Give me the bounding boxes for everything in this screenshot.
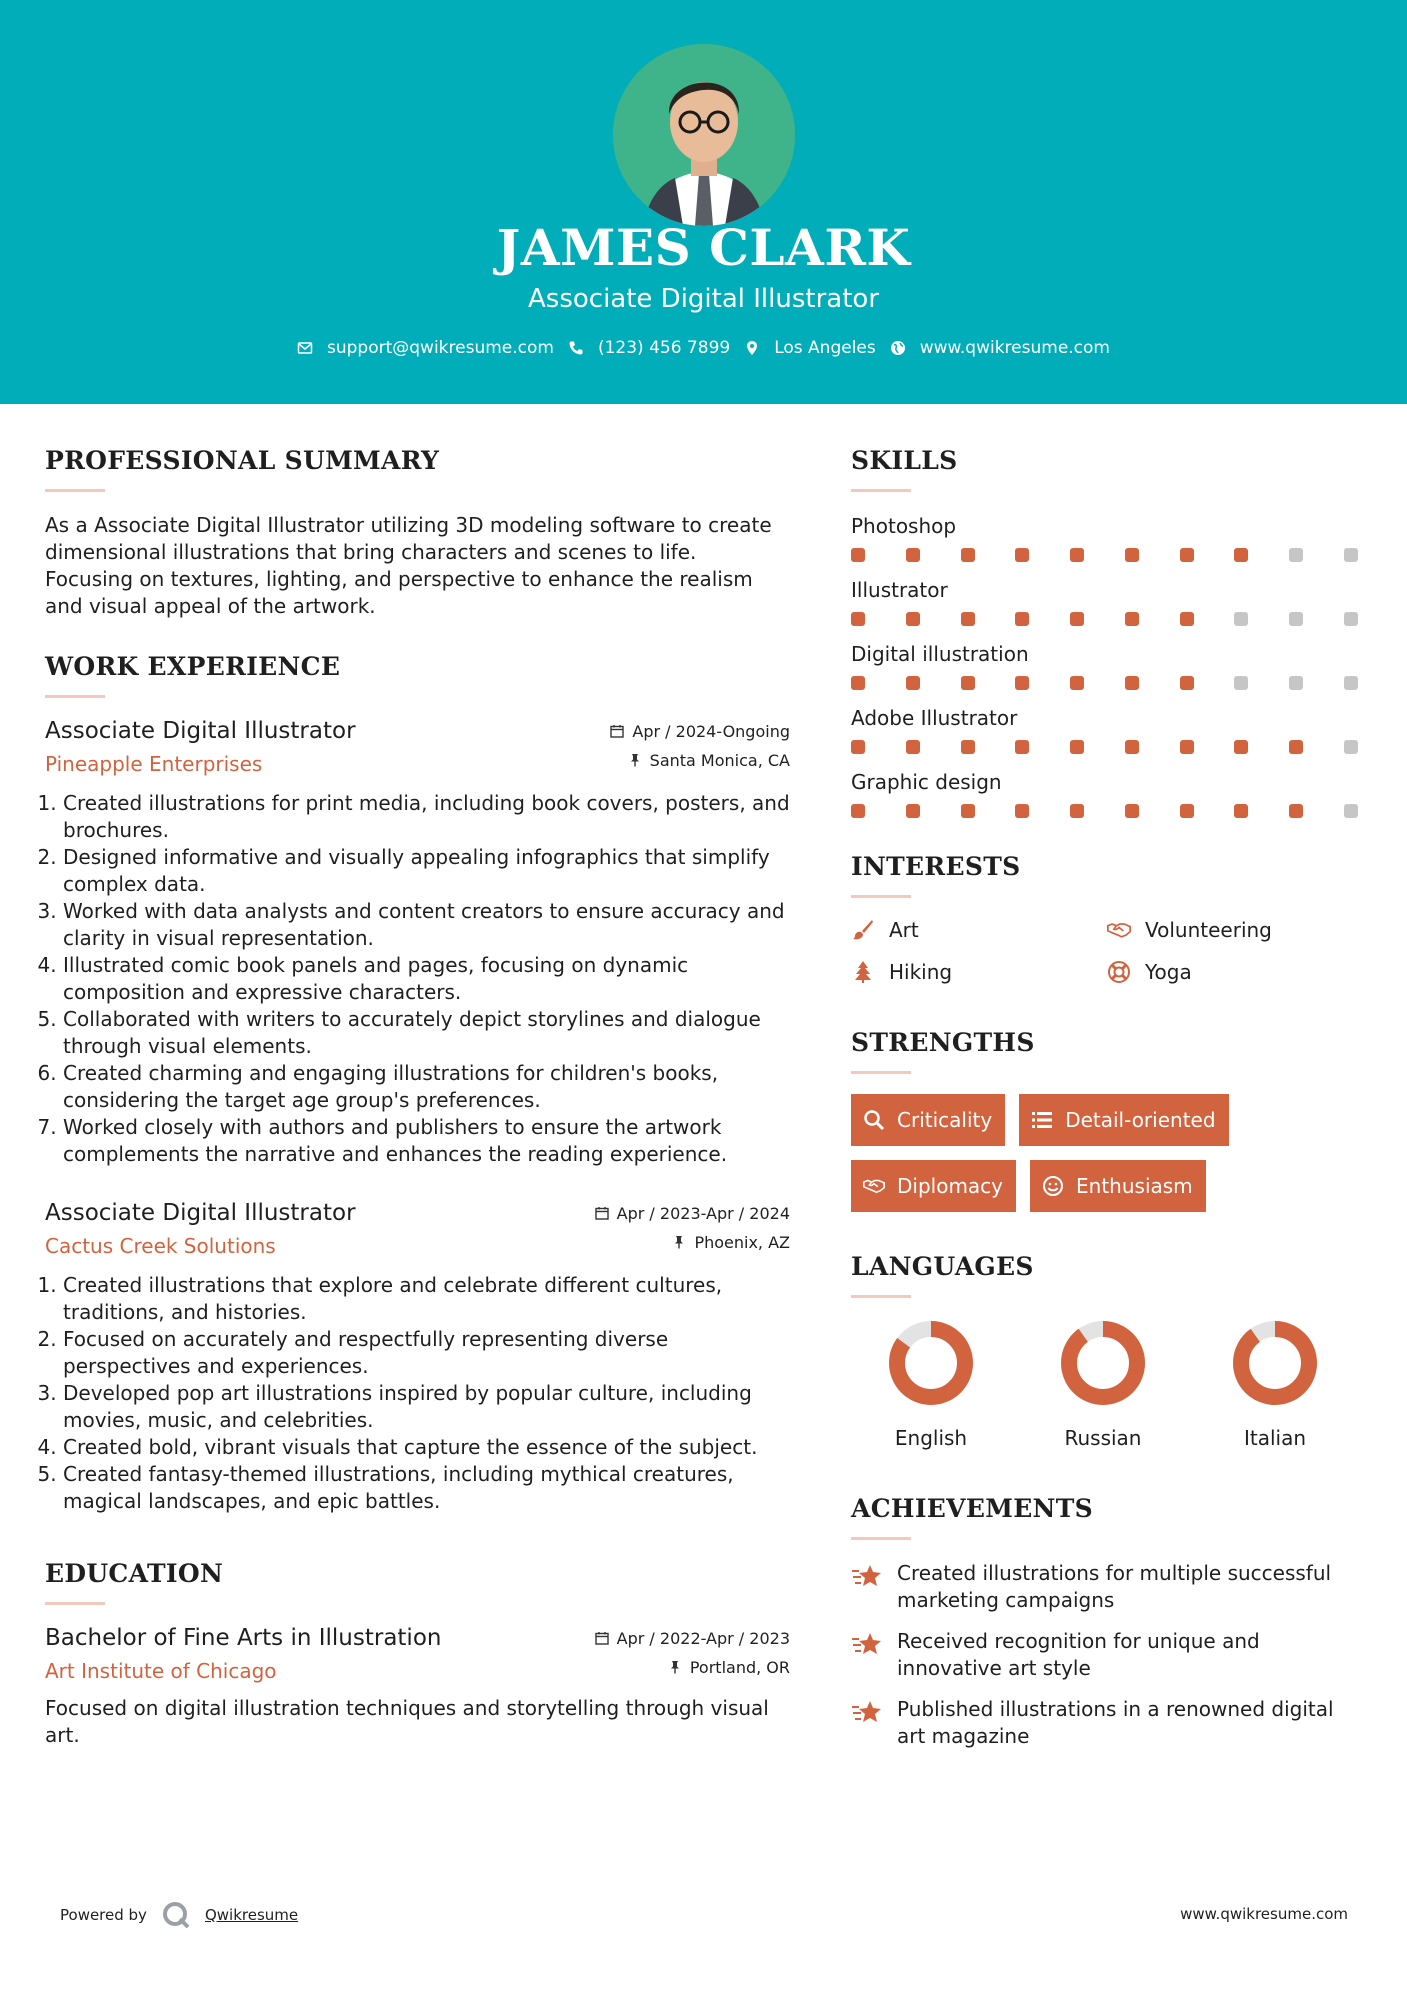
phone-icon: [568, 340, 584, 356]
calendar-icon: [610, 724, 624, 738]
donut-fill: [1241, 1329, 1309, 1397]
donut-fill: [1069, 1329, 1137, 1397]
experience-heading: WORK EXPERIENCE: [45, 652, 341, 681]
candidate-title: Associate Digital Illustrator: [527, 284, 880, 314]
achievement-item: Created illustrations for multiple successful marketing campaigns: [851, 1560, 1366, 1614]
skill-name: Digital illustration: [851, 642, 1029, 666]
interest-item: Art: [851, 918, 1107, 942]
skill-name: Graphic design: [851, 770, 1002, 794]
pushpin-icon: [628, 753, 642, 767]
section-divider: [45, 695, 105, 698]
list-item: 4. Created bold, vibrant visuals that capture the essence of the subject.: [63, 1434, 790, 1461]
education-entry: [45, 1625, 790, 1749]
qwikresume-logo-icon: [161, 1900, 191, 1930]
school-name: Art Institute of Chicago: [45, 1659, 277, 1683]
languages-list: [851, 1318, 1366, 1450]
contact-bar: [0, 338, 1407, 358]
interest-item: Hiking: [851, 960, 1107, 984]
skills-heading: SKILLS: [851, 446, 958, 475]
skill-dot: [1289, 804, 1303, 818]
list-item: 3. Worked with data analysts and content creators to ensure accuracy and clarity in visual representation.: [63, 898, 790, 952]
pushpin-icon: [668, 1660, 682, 1674]
skill-dot: [1180, 612, 1194, 626]
skill-dot: [906, 676, 920, 690]
list-item: 1. Created illustrations for print media, including book covers, posters, and brochures.: [63, 790, 790, 844]
section-divider: [851, 1295, 911, 1298]
powered-by-label: Powered by: [60, 1906, 147, 1924]
list-icon: [1031, 1109, 1053, 1131]
shooting-star-icon: [851, 1630, 883, 1660]
summary-heading: PROFESSIONAL SUMMARY: [45, 446, 440, 475]
interests-list: [851, 918, 1366, 984]
job-entry: [45, 1200, 790, 1515]
education-heading: EDUCATION: [45, 1559, 224, 1588]
skill-dot: [906, 804, 920, 818]
email-text: support@qwikresume.com: [327, 338, 554, 358]
calendar-icon: [595, 1631, 609, 1645]
skill-dot: [851, 804, 865, 818]
job-company: Pineapple Enterprises: [45, 752, 263, 776]
skill-item: [851, 576, 1366, 626]
list-item: 7. Worked closely with authors and publishers to ensure the artwork complements the narrative and enhances the reading experience.: [63, 1114, 790, 1168]
skill-dot: [1344, 548, 1358, 562]
section-divider: [45, 1602, 105, 1605]
skills-list: [851, 512, 1366, 818]
skill-item: [851, 768, 1366, 818]
handshake-icon: [1107, 918, 1131, 942]
strength-chip: Diplomacy: [851, 1160, 1016, 1212]
skill-dot: [1070, 740, 1084, 754]
skill-dot: [1125, 676, 1139, 690]
job-location: Phoenix, AZ: [672, 1229, 790, 1255]
section-divider: [851, 1537, 911, 1540]
skill-dot: [1015, 676, 1029, 690]
search-icon: [863, 1109, 885, 1131]
right-column: [851, 446, 1366, 1750]
list-item: 5. Collaborated with writers to accurately depict storylines and dialogue through visual elements.: [63, 1006, 790, 1060]
skill-dot: [1289, 676, 1303, 690]
education-location: Portland, OR: [668, 1654, 790, 1680]
language-name: Russian: [1064, 1426, 1142, 1450]
language-donut: [1058, 1318, 1148, 1408]
skill-item: [851, 640, 1366, 690]
skill-dot: [851, 740, 865, 754]
skill-dot: [1234, 548, 1248, 562]
contact-email[interactable]: [297, 338, 554, 358]
list-item: 2. Focused on accurately and respectfully representing diverse perspectives and experiences.: [63, 1326, 790, 1380]
location-text: Los Angeles: [774, 338, 876, 358]
calendar-icon: [595, 1206, 609, 1220]
achievements-list: [851, 1560, 1366, 1750]
envelope-icon: [297, 340, 313, 356]
skill-item: [851, 512, 1366, 562]
education-description: Focused on digital illustration techniques and storytelling through visual art.: [45, 1696, 769, 1747]
map-pin-icon: [744, 340, 760, 356]
skill-rating: [851, 740, 1358, 754]
skill-dot: [1234, 612, 1248, 626]
candidate-name: JAMES CLARK: [496, 218, 911, 277]
interest-item: Volunteering: [1107, 918, 1363, 942]
contact-location: [744, 338, 876, 358]
skill-dot: [1070, 804, 1084, 818]
skill-dot: [1015, 804, 1029, 818]
shooting-star-icon: [851, 1698, 883, 1728]
skill-dot: [1234, 740, 1248, 754]
pushpin-icon: [672, 1235, 686, 1249]
section-divider: [851, 895, 911, 898]
smile-icon: [1042, 1175, 1064, 1197]
skill-dot: [1344, 804, 1358, 818]
website-text: www.qwikresume.com: [919, 338, 1110, 358]
skill-dot: [851, 548, 865, 562]
skill-dot: [1289, 740, 1303, 754]
skill-dot: [1125, 804, 1139, 818]
skill-dot: [906, 548, 920, 562]
list-item: 1. Created illustrations that explore and celebrate different cultures, traditions, and histories.: [63, 1272, 790, 1326]
strength-chip: Detail-oriented: [1019, 1094, 1228, 1146]
job-bullets: [45, 790, 790, 1168]
lifebuoy-icon: [1107, 960, 1131, 984]
skill-rating: [851, 676, 1358, 690]
paintbrush-icon: [851, 918, 875, 942]
skill-dot: [1125, 612, 1139, 626]
skill-dot: [1180, 548, 1194, 562]
profile-photo: [613, 44, 795, 226]
contact-website[interactable]: [890, 338, 1110, 358]
skill-dot: [1180, 804, 1194, 818]
strength-chip: Criticality: [851, 1094, 1005, 1146]
skill-dot: [1180, 676, 1194, 690]
skill-dot: [1070, 548, 1084, 562]
section-divider: [851, 1071, 911, 1074]
interest-item: Yoga: [1107, 960, 1363, 984]
footer-website[interactable]: www.qwikresume.com: [1180, 1905, 1348, 1923]
skill-dot: [961, 548, 975, 562]
skill-dot: [1180, 740, 1194, 754]
achievement-item: Received recognition for unique and innovative art style: [851, 1628, 1366, 1682]
skill-dot: [1125, 548, 1139, 562]
skill-dot: [1344, 612, 1358, 626]
strength-chip: Enthusiasm: [1030, 1160, 1206, 1212]
job-dates: Apr / 2024-Ongoing: [610, 718, 790, 744]
skill-dot: [851, 676, 865, 690]
avatar: [613, 44, 795, 226]
section-divider: [851, 489, 911, 492]
language-item: [1041, 1318, 1165, 1450]
education-dates: Apr / 2022-Apr / 2023: [595, 1625, 790, 1651]
handshake-icon: [863, 1175, 885, 1197]
achievements-heading: ACHIEVEMENTS: [851, 1494, 1093, 1523]
job-role: Associate Digital Illustrator: [45, 718, 356, 744]
job-bullets: [45, 1272, 790, 1515]
language-item: [869, 1318, 993, 1450]
footer-branding: [60, 1900, 298, 1930]
skill-name: Illustrator: [851, 578, 948, 602]
job-company: Cactus Creek Solutions: [45, 1234, 276, 1258]
skill-dot: [1289, 612, 1303, 626]
globe-icon: [890, 340, 906, 356]
language-donut: [1230, 1318, 1320, 1408]
strengths-heading: STRENGTHS: [851, 1028, 1035, 1057]
skill-dot: [1234, 676, 1248, 690]
phone-text: (123) 456 7899: [597, 338, 731, 358]
achievement-item: Published illustrations in a renowned digital art magazine: [851, 1696, 1366, 1750]
interests-heading: INTERESTS: [851, 852, 1021, 881]
skill-dot: [1070, 612, 1084, 626]
list-item: 2. Designed informative and visually appealing infographics that simplify complex data.: [63, 844, 790, 898]
skill-dot: [1015, 548, 1029, 562]
job-dates: Apr / 2023-Apr / 2024: [595, 1200, 790, 1226]
skill-dot: [1015, 740, 1029, 754]
left-column: [45, 446, 790, 1749]
skill-dot: [851, 612, 865, 626]
skill-dot: [961, 740, 975, 754]
skill-dot: [1289, 548, 1303, 562]
language-donut: [886, 1318, 976, 1408]
language-item: [1213, 1318, 1337, 1450]
skill-rating: [851, 804, 1358, 818]
skill-dot: [1015, 612, 1029, 626]
job-location: Santa Monica, CA: [628, 747, 790, 773]
skill-dot: [906, 612, 920, 626]
contact-phone[interactable]: [568, 338, 730, 358]
list-item: 5. Created fantasy-themed illustrations, including mythical creatures, magical landscapes, and epic battles.: [63, 1461, 790, 1515]
degree-title: Bachelor of Fine Arts in Illustration: [45, 1625, 442, 1651]
skill-name: Adobe Illustrator: [851, 706, 1018, 730]
skill-dot: [961, 612, 975, 626]
skill-dot: [1070, 676, 1084, 690]
skill-item: [851, 704, 1366, 754]
shooting-star-icon: [851, 1562, 883, 1592]
summary-text: As a Associate Digital Illustrator utilizing 3D modeling software to create dimensional illustrations that bring characters and scenes to life. Focusing on textures, lighting, and perspective to enhance the realism and visual appeal of the artwork.: [45, 513, 772, 618]
brand-link[interactable]: Qwikresume: [204, 1906, 299, 1924]
skill-name: Photoshop: [851, 514, 957, 538]
skill-dot: [961, 804, 975, 818]
languages-heading: LANGUAGES: [851, 1252, 1034, 1281]
language-name: English: [894, 1426, 968, 1450]
section-divider: [45, 489, 105, 492]
skill-dot: [1234, 804, 1248, 818]
skill-dot: [961, 676, 975, 690]
list-item: 6. Created charming and engaging illustrations for children's books, considering the target age group's preferences.: [63, 1060, 790, 1114]
resume-header: [0, 0, 1407, 404]
skill-rating: [851, 548, 1358, 562]
skill-dot: [1344, 740, 1358, 754]
skill-rating: [851, 612, 1358, 626]
tree-icon: [851, 960, 875, 984]
skill-dot: [1125, 740, 1139, 754]
skill-dot: [906, 740, 920, 754]
job-role: Associate Digital Illustrator: [45, 1200, 356, 1226]
skill-dot: [1344, 676, 1358, 690]
strengths-list: [851, 1094, 1366, 1212]
list-item: 3. Developed pop art illustrations inspired by popular culture, including movies, music, and celebrities.: [63, 1380, 790, 1434]
list-item: 4. Illustrated comic book panels and pages, focusing on dynamic composition and expressive characters.: [63, 952, 790, 1006]
language-name: Italian: [1243, 1426, 1307, 1450]
job-entry: [45, 718, 790, 1168]
